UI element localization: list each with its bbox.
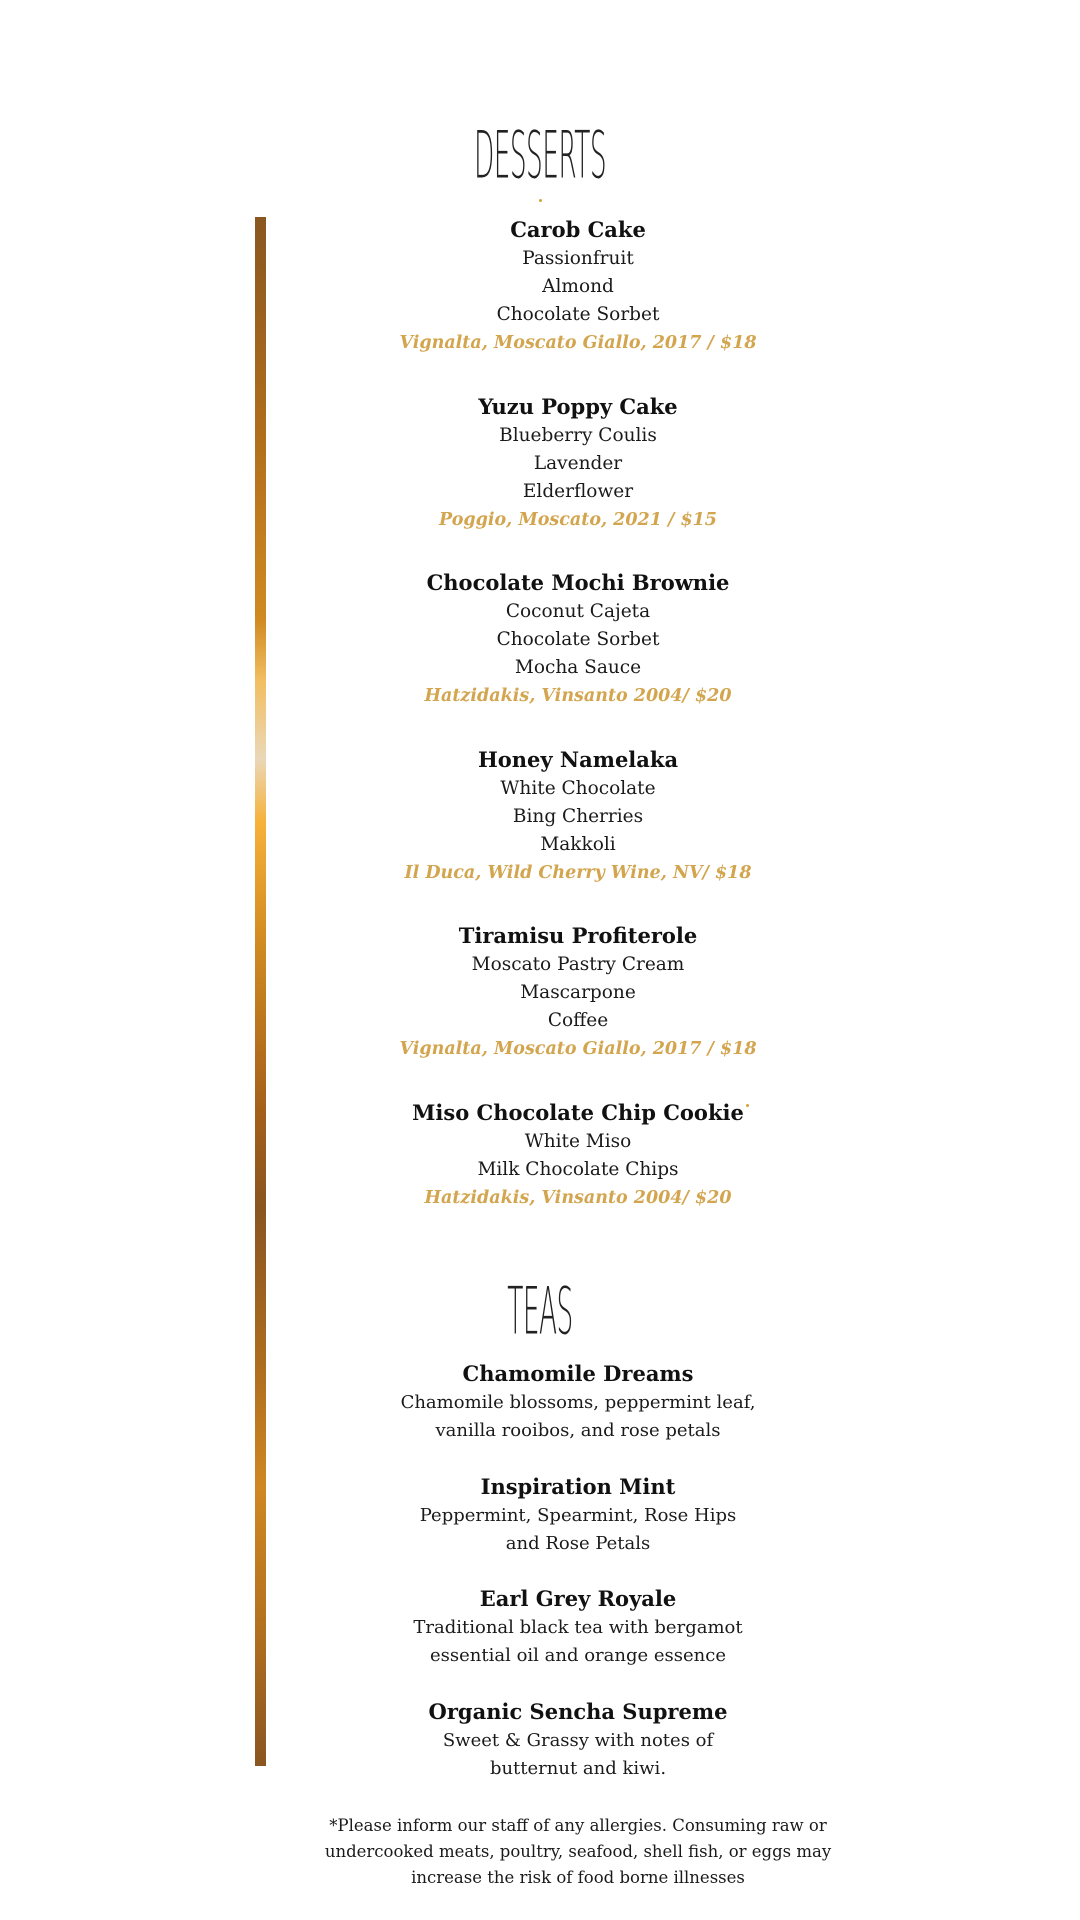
dessert-component: Elderflower bbox=[522, 481, 634, 502]
dessert-component: Lavender bbox=[533, 453, 623, 474]
dessert-item bbox=[0, 214, 1080, 357]
dessert-component: Passionfruit bbox=[522, 248, 634, 269]
tea-item bbox=[0, 1358, 1080, 1445]
dessert-component: Coffee bbox=[547, 1010, 609, 1031]
tea-description: Sweet & Grassy with notes of bbox=[442, 1730, 714, 1751]
tea-name: Chamomile Dreams bbox=[462, 1361, 694, 1386]
dessert-name: Tiramisu Profiterole bbox=[458, 923, 698, 948]
tea-description: vanilla rooibos, and rose petals bbox=[435, 1420, 721, 1441]
wine-pairing: Vignalta, Moscato Giallo, 2017 / $18 bbox=[399, 333, 757, 353]
dessert-item bbox=[0, 391, 1080, 534]
dessert-component: Makkoli bbox=[540, 834, 616, 855]
dessert-component: Almond bbox=[542, 276, 614, 297]
dessert-name: Chocolate Mochi Brownie bbox=[426, 570, 730, 595]
wine-pairing: Hatzidakis, Vinsanto 2004/ $20 bbox=[424, 686, 732, 706]
tea-description: Traditional black tea with bergamot bbox=[413, 1617, 743, 1638]
dessert-component: Milk Chocolate Chips bbox=[477, 1159, 679, 1180]
dessert-item bbox=[0, 1097, 1080, 1212]
allergy-disclaimer bbox=[0, 1813, 1080, 1891]
disclaimer-line: increase the risk of food borne illnesses bbox=[411, 1868, 745, 1887]
dessert-component: Coconut Cajeta bbox=[505, 601, 651, 622]
dessert-component: Bing Cherries bbox=[512, 806, 644, 827]
dessert-component: Mocha Sauce bbox=[514, 657, 642, 678]
tea-description: essential oil and orange essence bbox=[430, 1645, 726, 1666]
tea-item bbox=[0, 1471, 1080, 1558]
dessert-component: Chocolate Sorbet bbox=[496, 304, 660, 325]
tea-item bbox=[0, 1583, 1080, 1670]
tea-description: Chamomile blossoms, peppermint leaf, bbox=[400, 1392, 756, 1413]
tea-description: and Rose Petals bbox=[505, 1533, 651, 1554]
dessert-component: White Chocolate bbox=[500, 778, 656, 799]
dessert-name: Yuzu Poppy Cake bbox=[478, 394, 678, 419]
dessert-name: Honey Namelaka bbox=[477, 747, 679, 772]
dessert-item bbox=[0, 920, 1080, 1063]
tea-name: Organic Sencha Supreme bbox=[428, 1699, 728, 1724]
dessert-item bbox=[0, 567, 1080, 710]
wine-pairing: Poggio, Moscato, 2021 / $15 bbox=[439, 510, 717, 530]
dessert-component: Blueberry Coulis bbox=[499, 425, 657, 446]
wine-pairing: Hatzidakis, Vinsanto 2004/ $20 bbox=[424, 1188, 732, 1208]
tea-description: butternut and kiwi. bbox=[489, 1758, 667, 1779]
tea-description: Peppermint, Spearmint, Rose Hips bbox=[419, 1505, 737, 1526]
desserts-heading: DESSERTS bbox=[473, 118, 607, 194]
disclaimer-line: *Please inform our staff of any allergies. Consuming raw or bbox=[329, 1816, 827, 1835]
dessert-name: Miso Chocolate Chip Cookie bbox=[412, 1100, 744, 1125]
tea-item bbox=[0, 1696, 1080, 1783]
tea-name: Inspiration Mint bbox=[480, 1474, 676, 1499]
dessert-component: Mascarpone bbox=[520, 982, 636, 1003]
dessert-item bbox=[0, 744, 1080, 887]
dessert-component: Chocolate Sorbet bbox=[496, 629, 660, 650]
wine-pairing: Il Duca, Wild Cherry Wine, NV/ $18 bbox=[404, 863, 752, 883]
dessert-name: Carob Cake bbox=[510, 217, 646, 242]
dessert-component: Moscato Pastry Cream bbox=[471, 954, 685, 975]
wine-pairing: Vignalta, Moscato Giallo, 2017 / $18 bbox=[399, 1039, 757, 1059]
tea-name: Earl Grey Royale bbox=[479, 1586, 677, 1611]
dessert-component: White Miso bbox=[524, 1131, 632, 1152]
decorative-dot bbox=[539, 199, 542, 202]
teas-heading: TEAS bbox=[507, 1274, 573, 1350]
disclaimer-line: undercooked meats, poultry, seafood, shell fish, or eggs may bbox=[324, 1842, 832, 1861]
